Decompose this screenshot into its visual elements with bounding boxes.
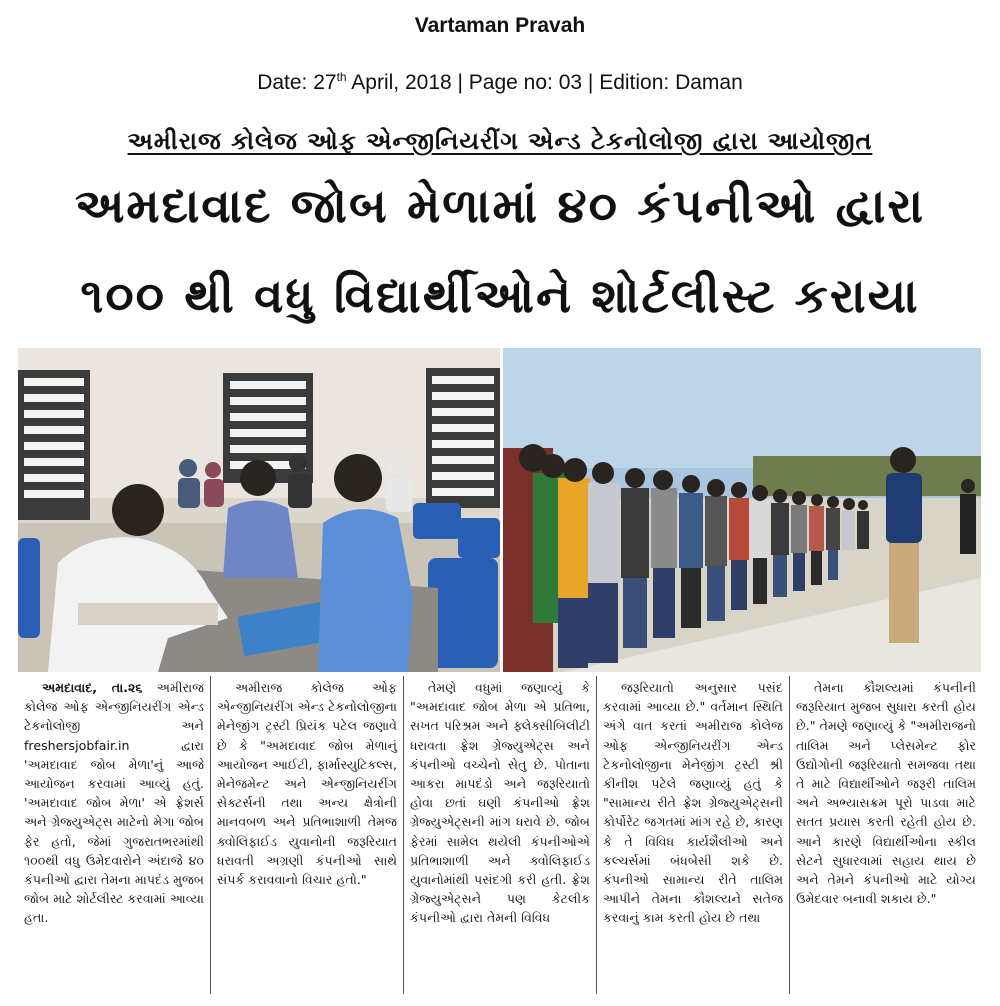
article-column-5 bbox=[789, 676, 982, 994]
article-column-2 bbox=[210, 676, 403, 994]
article-column-3-text: તેમણે વધુમાં જણાવ્યું કે "અમદાવાદ જોબ મેળા એ પ્રતિભા, સખત પરિશ્રમ અને ફ્લેક્સીબિલીટી ધરાવતા ફ્રેશ ગ્રેજ્યુએટ્સ અને કંપનીઓ વચ્ચેનો સેતુ છે. પોતાના આકરા માપદંડો અને જરૂરિયાતો હોવા છતાં ઘણી કંપનીઓ ફ્રેશ ગ્રેજ્યુએટ્સની માંગ ધરાવે છે. જોબ ફેરમાં સામેલ થયેલી કંપનીઓએ પ્રતિભાશાળી અને ક્વોલિફાઈડ યુવાનોમાંથી પસંદગી કરી હતી. ફ્રેશ ગ્રેજ્યુએટ્સને પણ કેટલીક કંપનીઓ દ્વારા તેમની વિવિધ bbox=[410, 680, 590, 926]
dateline-suffix: April, 2018 | Page no: 03 | Edition: Daman bbox=[346, 71, 743, 94]
article-column-5-text: તેમના કૌશલ્યમાં કંપનીની જરૂરિયાત મુજબ સુધારા કરતી હોય છે." તેમણે જણાવ્યું કે "અમીરાજનો તાલિમ અને પ્લેસમેન્ટ ફોર ઉદ્યોગોની જરૂરિયાતો સમજવા તથા તે માટે વિદ્યાર્થીઓને જરૂરી તાલિમ અને અભ્યાસક્રમ પૂરો પાડવા માટે સતત પ્રયાસ કરતી રહેતી હોય છે. આને કારણે વિદ્યાર્થીઓના સ્કીલ સેટને સુધારવામાં સહાય થાય છે અને તેમને કંપનીઓ માટે યોગ્ય ઉમેદવાર બનાવી શકાય છે." bbox=[796, 680, 976, 907]
article-columns bbox=[18, 676, 982, 994]
article-column-2-text: અમીરાજ કોલેજ ઓફ એન્જીનિયરીંગ એન્ડ ટેકનોલોજીના મેનેજીંગ ટ્રસ્ટી પ્રિયંક પટેલ જણાવે છે કે "અમદાવાદ જોબ મેળાનું આયોજન આઈટી, ફાર્માસ્યુટિકલ્સ, મેનેજમેન્ટ અને એન્જીનિયરીંગ સેક્ટર્સની તથા અન્ય ક્ષેત્રોની માનવબળ અને પ્રતિભાશાળી તેમજ ક્વોલિફાઈડ યુવાનોની જરૂરિયાત ધરાવતી અગ્રણી કંપનીઓ સાથે સંપર્ક કરાવવાનો વિચાર હતો." bbox=[217, 680, 397, 888]
article-column-4 bbox=[596, 676, 789, 994]
masthead: Vartaman Pravah bbox=[414, 14, 586, 37]
headline-line-2: ૧૦૦ થી વધુ વિદ્યાર્થીઓને શોર્ટલીસ્ટ કરાયા bbox=[80, 269, 920, 324]
headline-line-1: અમદાવાદ જોબ મેળામાં ૪૦ કંપનીઓ દ્વારા bbox=[74, 179, 926, 234]
article-column-4-text: જરૂરિયાતો અનુસાર પસંદ કરવામાં આવ્યા છે." વર્તમાન સ્થિતિ અંગે વાત કરતાં અમીરાજ કોલેજ ઓફ એન્જીનિયરીંગ એન્ડ ટેકનોલોજીના મેનેજીંગ ટ્રસ્ટી શ્રી કીનીશ પટેલે જણાવ્યું હતું કે "સામાન્ય રીતે ફ્રેશ ગ્રેજ્યુએટ્સની કોર્પોરેટ જગતમાં માંગ રહે છે, કારણ કે તે વિવિધ કાર્યશૈલીઓ અને કલ્ચર્સમાં બંધબેસી શકે છે. કંપનીઓ સામાન્ય રીતે તાલિમ આપીને તેમના કૌશલ્યને સતેજ કરવાનું કામ કરતી હોય છે તથા bbox=[603, 680, 783, 926]
queue-of-students-photo bbox=[503, 348, 981, 672]
interview-desk-photo bbox=[18, 348, 500, 672]
article-dateline: અમદાવાદ, તા.૨૬ bbox=[42, 680, 143, 695]
article-column-3 bbox=[403, 676, 596, 994]
queue-illustration bbox=[503, 348, 981, 672]
article-column-1 bbox=[18, 676, 210, 994]
article-kicker: અમીરાજ કોલેજ ઓફ એન્જીનિયરીંગ એન્ડ ટેકનોલોજી દ્વારા આયોજીત bbox=[127, 127, 873, 155]
dateline bbox=[0, 70, 1000, 95]
dateline-sup: th bbox=[336, 70, 347, 84]
article-column-1-text: અમીરાજ કોલેજ ઓફ એન્જીનિયરીંગ એન્ડ ટેકનોલોજી અને freshersjobfair.in દ્વારા 'અમદાવાદ જોબ મેળા'નું આજે આયોજન કરવામાં આવ્યું હતું. 'અમદાવાદ જોબ મેળા' એ ફ્રેશર્સ અને ગ્રેજ્યુએટ્સ માટેનો મેગા જોબ ફેર હતો, જેમાં ગુજરાતભરમાંથી ૧૦૦થી વધુ ઉમેદવારોને અંદાજે ૪૦ કંપનીઓ દ્વારા તેમના માપદંડ મુજબ જોબ માટે શોર્ટલીસ્ટ કરવામાં આવ્યા હતા. bbox=[24, 680, 204, 926]
interview-desk-illustration bbox=[18, 348, 500, 672]
dateline-prefix: Date: 27 bbox=[257, 71, 337, 94]
